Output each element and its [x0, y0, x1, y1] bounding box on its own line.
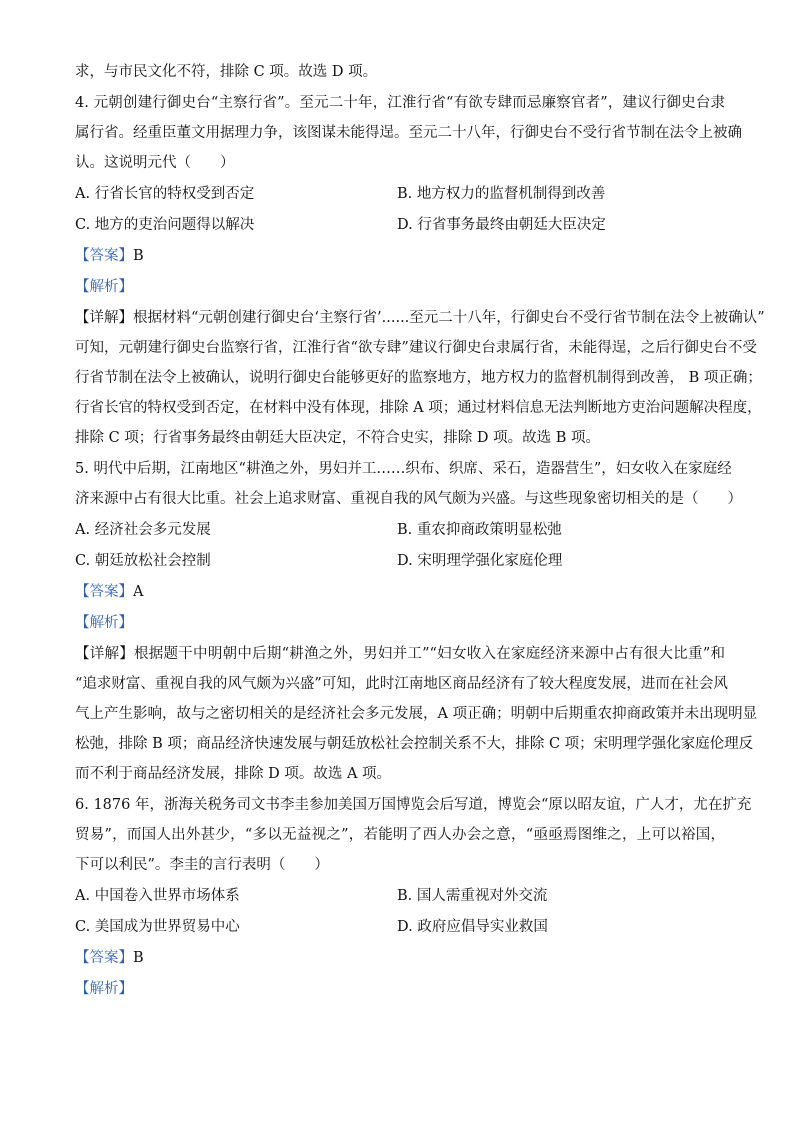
detail-line: 行省节制在法令上被确认，说明行御史台能够更好的监察地方，地方权力的监督机制得到改善， B 项正确；: [75, 370, 762, 386]
stem-line: 下可以利民”。李圭的言行表明（ ）: [75, 857, 329, 873]
answer-value: A: [133, 584, 144, 600]
stem-line: 4. 元朝创建行御史台“主察行省”。至元二十年，江淮行省“有欲专肆而忌廉察官者”，建议行御史台隶: [75, 95, 725, 111]
stem-line: 贸易”，而国人出外甚少，“多以无益视之”，若能明了西人办会之意，“亟亟焉图维之，上可以裕国，: [75, 827, 725, 843]
question-5-options: [75, 520, 725, 572]
stem-line: 济来源中占有很大比重。社会上追求财富、重视自我的风气颇为兴盛。与这些现象密切相关的是（ ）: [75, 491, 742, 507]
document-page: [75, 62, 765, 1010]
detail-line: 行省长官的特权受到否定，在材料中没有体现，排除 A 项；通过材料信息无法判断地方吏治问题解决程度，: [75, 400, 762, 416]
option-b: B. 地方权力的监督机制得到改善: [397, 186, 606, 202]
question-5-answer: [75, 582, 725, 603]
stem-line: 6. 1876 年，浙海关税务司文书李圭参加美国万国博览会后写道，博览会“原以昭友谊，广人才，尤在扩充: [75, 797, 752, 813]
option-a: A. 行省长官的特权受到否定: [75, 186, 255, 202]
question-6-analysis-label: [75, 979, 725, 1000]
question-5-detail: [75, 644, 758, 785]
question-5-stem: [75, 459, 742, 510]
stem-line: 属行省。经重臣董文用据理力争，该图谋未能得逞。至元二十八年，行御史台不受行省节制在法令上被确: [75, 125, 742, 141]
analysis-label: 【解析】: [75, 279, 133, 295]
answer-value: B: [133, 248, 144, 264]
option-c: C. 地方的吏治问题得以解决: [75, 217, 255, 233]
question-4-answer: [75, 246, 725, 267]
option-c: C. 美国成为世界贸易中心: [75, 919, 240, 935]
stem-line: 认。这说明元代（ ）: [75, 155, 235, 171]
question-6-options: [75, 886, 725, 938]
answer-label: 【答案】: [75, 248, 133, 264]
option-c: C. 朝廷放松社会控制: [75, 553, 211, 569]
previous-analysis-end: 求，与市民文化不符，排除 C 项。故选 D 项。: [75, 64, 378, 80]
option-a: A. 经济社会多元发展: [75, 522, 211, 538]
option-d: D. 宋明理学强化家庭伦理: [397, 553, 563, 569]
option-d: D. 政府应倡导实业救国: [397, 919, 548, 935]
option-b: B. 重农抑商政策明显松弛: [397, 522, 562, 538]
question-6-answer: [75, 948, 725, 969]
question-6-stem: [75, 795, 752, 876]
detail-line: 【详解】根据题干中明朝中后期“耕渔之外，男妇并工”“妇女收入在家庭经济来源中占有很大比重”和: [75, 646, 725, 662]
detail-line: 【详解】根据材料“元朝创建行御史台‘主察行省’......至元二十八年，行御史台不受行省节制在法令上被确认”: [75, 310, 765, 326]
question-4-options: [75, 184, 725, 236]
option-d: D. 行省事务最终由朝廷大臣决定: [397, 217, 606, 233]
answer-label: 【答案】: [75, 584, 133, 600]
answer-value: B: [133, 950, 144, 966]
question-5-analysis-label: [75, 613, 725, 634]
question-4-analysis-label: [75, 277, 725, 298]
stem-line: 5. 明代中后期，江南地区“耕渔之外，男妇并工……织布、织席、采石，造器营生”，妇女收入在家庭经: [75, 461, 732, 477]
option-a: A. 中国卷入世界市场体系: [75, 888, 240, 904]
detail-line: “追求财富、重视自我的风气颇为兴盛”可知，此时江南地区商品经济有了较大程度发展，进而在社会风: [75, 676, 728, 692]
detail-line: 松弛，排除 B 项；商品经济快速发展与朝廷放松社会控制关系不大，排除 C 项；宋明理学强化家庭伦理反: [75, 736, 754, 752]
detail-line: 气上产生影响，故与之密切相关的是经济社会多元发展，A 项正确；明朝中后期重农抑商政策并未出现明显: [75, 706, 758, 722]
analysis-label: 【解析】: [75, 615, 133, 631]
question-4-detail: [75, 308, 765, 449]
detail-line: 可知，元朝建行御史台监察行省，江淮行省“欲专肆”建议行御史台隶属行省，未能得逞，之后行御史台不受: [75, 340, 757, 356]
option-b: B. 国人需重视对外交流: [397, 888, 548, 904]
analysis-label: 【解析】: [75, 981, 133, 997]
detail-line: 排除 C 项；行省事务最终由朝廷大臣决定，不符合史实，排除 D 项。故选 B 项。: [75, 430, 601, 446]
detail-line: 而不利于商品经济发展，排除 D 项。故选 A 项。: [75, 766, 392, 782]
answer-label: 【答案】: [75, 950, 133, 966]
question-4-stem: [75, 93, 742, 174]
